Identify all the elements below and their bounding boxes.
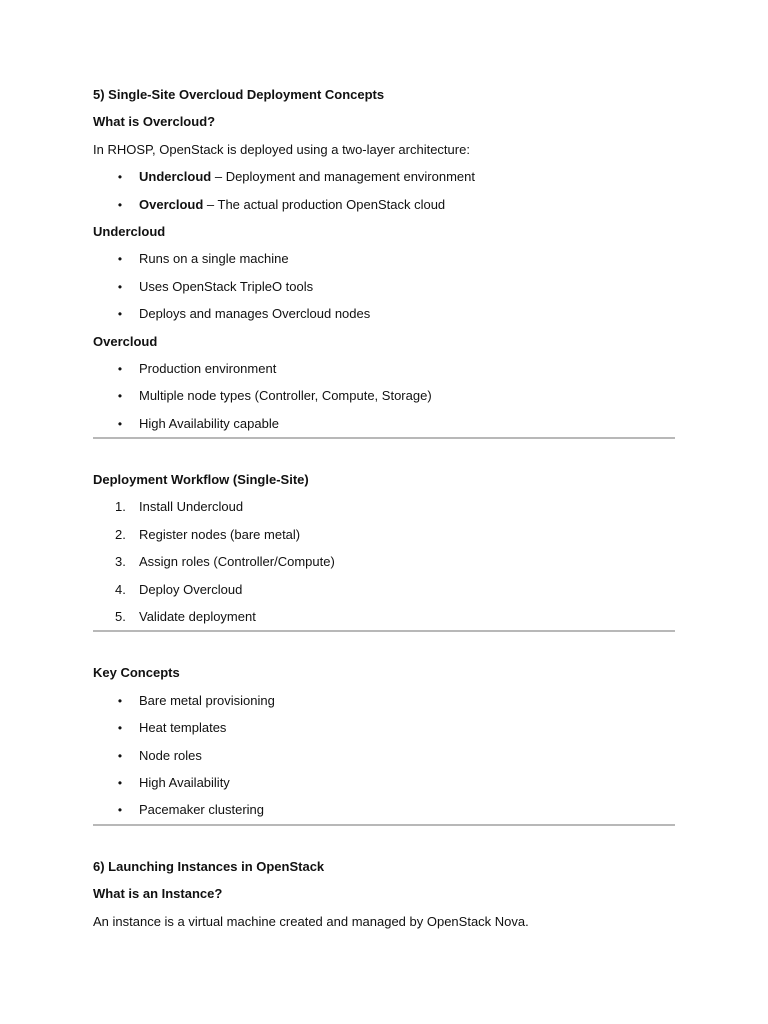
list-item-text: Pacemaker clustering <box>139 802 264 818</box>
bullet-icon: • <box>117 803 123 818</box>
list-item <box>93 196 675 223</box>
step-text: Deploy Overcloud <box>139 581 243 597</box>
layer-term: Undercloud <box>139 169 212 185</box>
step-number: 2. <box>115 526 126 542</box>
numbered-list-item <box>93 526 675 553</box>
bullet-icon: • <box>117 279 123 294</box>
undercloud-heading: Undercloud <box>93 223 166 239</box>
list-item <box>93 747 675 774</box>
bullet-icon: • <box>117 197 123 212</box>
list-item <box>93 801 675 828</box>
list-item-text: High Availability capable <box>139 415 279 431</box>
numbered-list-item <box>93 553 675 580</box>
list-item <box>93 774 675 801</box>
layer-description: – The actual production OpenStack cloud <box>203 196 446 212</box>
layer-term: Overcloud <box>139 196 204 212</box>
list-item-text: Node roles <box>139 747 202 763</box>
bullet-icon: • <box>117 721 123 736</box>
step-text: Assign roles (Controller/Compute) <box>139 554 335 570</box>
list-item-text: Production environment <box>139 360 277 376</box>
bullet-icon: • <box>117 307 123 322</box>
step-text: Register nodes (bare metal) <box>139 526 301 542</box>
step-text: Install Undercloud <box>139 499 244 515</box>
layer-description: – Deployment and management environment <box>211 169 475 185</box>
bullet-icon: • <box>117 389 123 404</box>
section-6-title: 6) Launching Instances in OpenStack <box>93 858 325 874</box>
bullet-icon: • <box>117 252 123 267</box>
overcloud-heading: Overcloud <box>93 333 158 349</box>
instance-paragraph: An instance is a virtual machine created and managed by OpenStack Nova. <box>93 913 529 929</box>
list-item-text: Heat templates <box>139 720 227 736</box>
what-is-instance-heading: What is an Instance? <box>93 886 223 902</box>
list-item-text: Runs on a single machine <box>139 251 289 267</box>
numbered-list-item <box>93 608 675 635</box>
step-number: 4. <box>115 581 126 597</box>
step-text: Validate deployment <box>139 609 256 625</box>
list-item-text: Deploys and manages Overcloud nodes <box>139 306 371 322</box>
bullet-icon: • <box>117 361 123 376</box>
list-item <box>93 387 675 414</box>
document-page <box>93 86 675 940</box>
bullet-icon: • <box>117 170 123 185</box>
list-item <box>93 692 675 719</box>
list-item <box>93 305 675 332</box>
list-item <box>93 250 675 277</box>
step-number: 1. <box>115 499 126 515</box>
workflow-heading: Deployment Workflow (Single-Site) <box>93 472 309 488</box>
list-item <box>93 360 675 387</box>
list-item-text: High Availability <box>139 774 230 790</box>
intro-paragraph: In RHOSP, OpenStack is deployed using a two-layer architecture: <box>93 141 470 157</box>
step-number: 5. <box>115 609 126 625</box>
list-item-text: Uses OpenStack TripleO tools <box>139 278 314 294</box>
bullet-icon: • <box>117 748 123 763</box>
list-item <box>93 278 675 305</box>
section-5-title: 5) Single-Site Overcloud Deployment Concepts <box>93 87 385 102</box>
step-number: 3. <box>115 554 126 570</box>
numbered-list-item <box>93 498 675 525</box>
list-item <box>93 168 675 195</box>
list-item-text: Bare metal provisioning <box>139 692 275 708</box>
list-item-text: Multiple node types (Controller, Compute, Storage) <box>139 388 432 404</box>
numbered-list-item <box>93 581 675 608</box>
list-item <box>93 719 675 746</box>
key-concepts-heading: Key Concepts <box>93 665 180 681</box>
bullet-icon: • <box>117 693 123 708</box>
what-is-overcloud-heading: What is Overcloud? <box>93 114 216 130</box>
bullet-icon: • <box>117 775 123 790</box>
list-item <box>93 415 675 442</box>
bullet-icon: • <box>117 416 123 431</box>
